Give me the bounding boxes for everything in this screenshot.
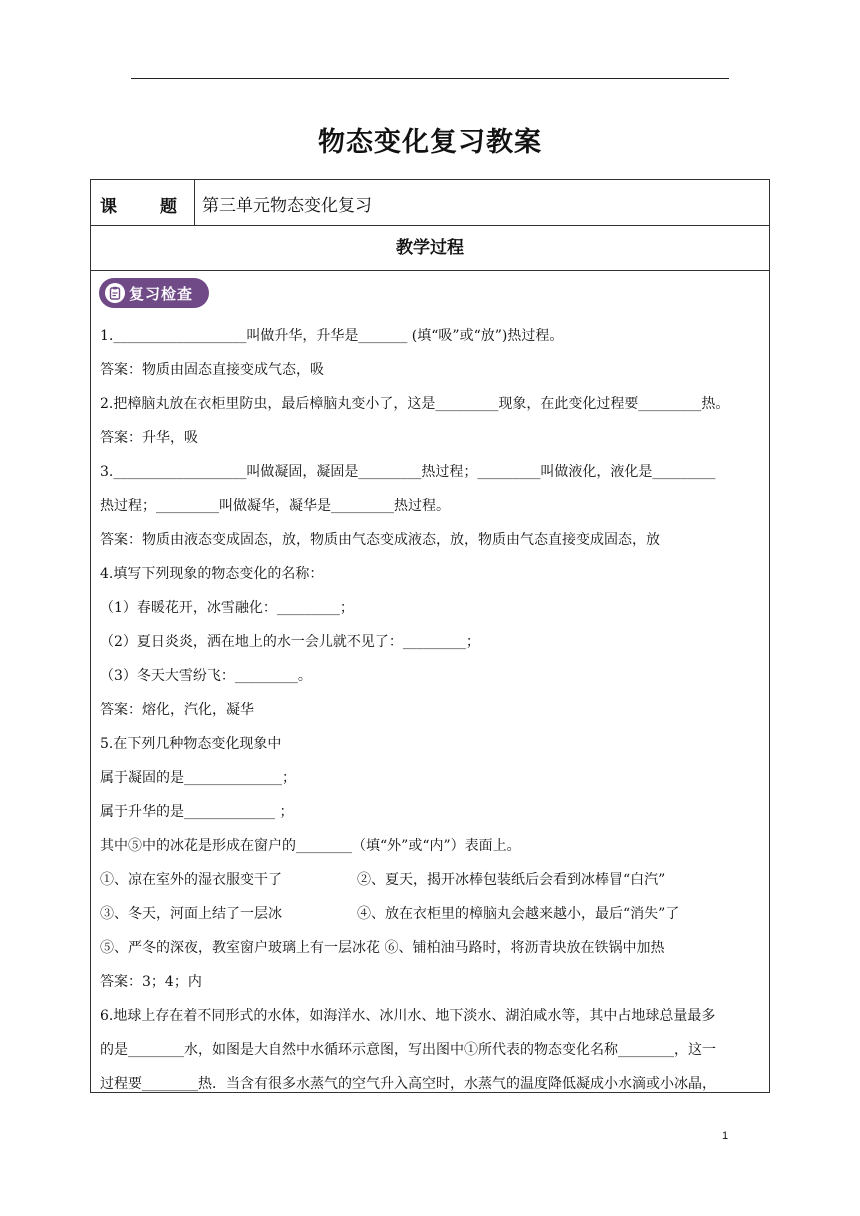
answer-1: 答案：物质由固态直接变成气态，吸 [100,362,324,378]
header-rule [131,78,729,79]
question-2: 2.把樟脑丸放在衣柜里防虫，最后樟脑丸变小了，这是_________现象，在此变化过程要_________热。 [100,396,730,412]
review-check-label: 复习检查 [129,285,194,303]
clipboard-icon [105,283,125,303]
answer-2: 答案：升华，吸 [100,430,198,446]
question-1: 1.___________________叫做升华，升华是_______ (填“吸”或“放”)热过程。 [100,328,564,344]
answer-4: 答案：熔化，汽化，凝华 [100,702,254,718]
review-check-badge [99,278,209,308]
question-6-line-3: 过程要________热．当含有很多水蒸气的空气升入高空时，水蒸气的温度降低凝成小水滴或小冰晶， [100,1076,716,1092]
answer-5: 答案：3；4；内 [100,974,202,990]
topic-row [91,180,769,226]
question-4-item-2: （2）夏日炎炎，洒在地上的水一会儿就不见了：_________； [100,634,480,650]
question-5-part-c: 其中⑤中的冰花是形成在窗户的________（填“外”或“内”）表面上。 [100,838,521,854]
question-5-option-1: ①、凉在室外的湿衣服变干了 [100,872,282,888]
question-6-line-1: 6.地球上存在着不同形式的水体，如海洋水、冰川水、地下淡水、湖泊咸水等，其中占地球总量最多 [100,1008,716,1024]
question-5-option-2: ②、夏天，揭开冰棒包装纸后会看到冰棒冒“白汽” [357,872,666,888]
question-5-options-5-6: ⑤、严冬的深夜，教室窗户玻璃上有一层冰花 ⑥、铺柏油马路时，将沥青块放在铁锅中加热 [100,940,665,956]
question-3-line-2: 热过程；_________叫做凝华，凝华是_________热过程。 [100,498,450,514]
question-4-item-1: （1）春暖花开，冰雪融化：_________； [100,600,354,616]
question-4-item-3: （3）冬天大雪纷飞：_________。 [100,668,312,684]
question-3-line-1: 3.___________________叫做凝固，凝固是_________热过程；_________叫做液化，液化是_________ [100,464,716,480]
question-5-option-4: ④、放在衣柜里的樟脑丸会越来越小，最后“消失”了 [357,906,680,922]
lesson-table [90,179,770,1093]
question-5: 5.在下列几种物态变化现象中 [100,736,282,752]
process-header: 教学过程 [91,226,769,271]
question-5-option-3: ③、冬天，河面上结了一层冰 [100,906,282,922]
topic-value: 第三单元物态变化复习 [202,196,372,216]
page-number: 1 [722,1130,729,1142]
topic-label-char-1: 课 [100,197,117,217]
question-4: 4.填写下列现象的物态变化的名称： [100,566,324,582]
topic-label-cell [91,180,195,225]
document-title: 物态变化复习教案 [318,127,542,158]
question-5-part-b: 属于升华的是_____________ ； [100,804,294,820]
question-6-line-2: 的是________水，如图是大自然中水循环示意图，写出图中①所代表的物态变化名称________，这一 [100,1042,716,1058]
question-5-part-a: 属于凝固的是______________； [100,770,296,786]
topic-label-char-2: 题 [160,197,177,217]
answer-3: 答案：物质由液态变成固态，放，物质由气态变成液态，放，物质由气态直接变成固态，放 [100,532,660,548]
